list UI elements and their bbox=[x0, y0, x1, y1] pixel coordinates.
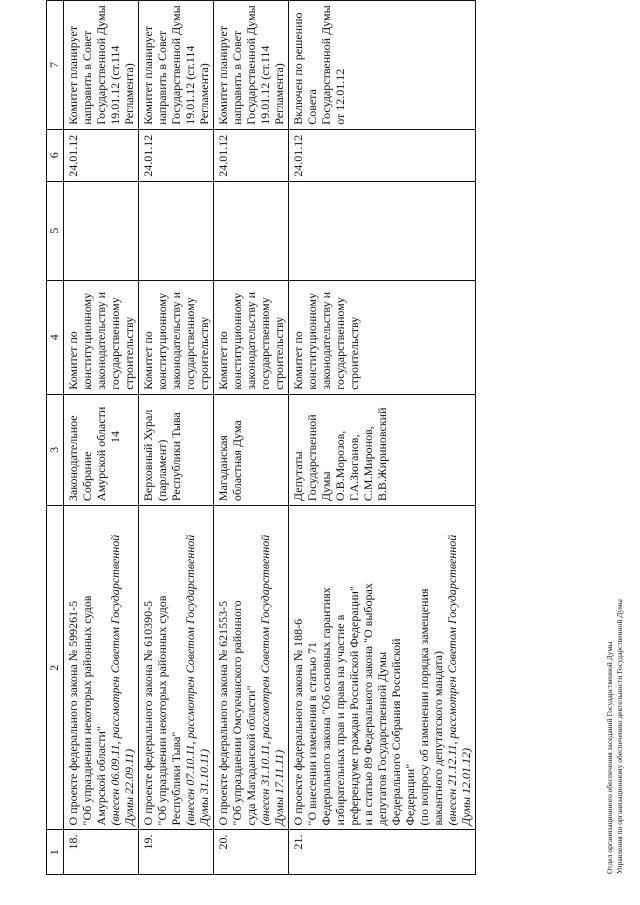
bill-title-line: Федерального Собрания Российской bbox=[389, 638, 403, 826]
status: Включен по решению Совета Государственной Думы от 12.01.12 bbox=[289, 1, 476, 130]
bill-title bbox=[64, 506, 139, 830]
bill-title-line: депутатов Государственной Думы bbox=[375, 651, 389, 826]
row-number: 19. bbox=[139, 830, 214, 875]
col5-cell bbox=[289, 181, 476, 280]
status: Комитет планирует направить в Совет Государственной Думы 19.01.12 (ст.114 Регламента) bbox=[64, 1, 139, 130]
row-number: 20. bbox=[214, 830, 289, 875]
bill-title-line: и в статью 89 Федерального закона "О выборах bbox=[361, 583, 375, 826]
date: 24.01.12 bbox=[64, 129, 139, 181]
agenda-table bbox=[46, 0, 476, 875]
col5-cell bbox=[139, 181, 214, 280]
bill-note: (внесен 21.12.11, рассмотрен Советом Государственной Думы 12.01.12) bbox=[445, 534, 473, 826]
status: Комитет планирует направить в Совет Государственной Думы 19.01.12 (ст.114 Регламента) bbox=[139, 1, 214, 130]
bill-note: (внесен 07.10.11, рассмотрен Советом Государственной Думы 31.10.11) bbox=[183, 534, 211, 826]
date: 24.01.12 bbox=[289, 129, 476, 181]
bill-title-line: Республики Тыва" bbox=[169, 731, 183, 826]
table-row bbox=[139, 1, 214, 875]
date: 24.01.12 bbox=[139, 129, 214, 181]
col-header-5: 5 bbox=[47, 181, 64, 280]
col-header-1: 1 bbox=[47, 830, 64, 875]
bill-note: (внесен 31.10.11, рассмотрен Советом Государственной Думы 17.11.11) bbox=[258, 534, 286, 826]
col5-cell bbox=[64, 181, 139, 280]
bill-title bbox=[289, 506, 476, 830]
bill-title-line: О проекте федерального закона № 610390-5 bbox=[141, 600, 155, 826]
bill-title-line: вакантного депутатского мандата) bbox=[431, 651, 445, 826]
committee: Комитет по конституционному законодательству и государственному строительству bbox=[214, 280, 289, 394]
col-header-4: 4 bbox=[47, 280, 64, 394]
table-row bbox=[289, 1, 476, 875]
bill-note: (внесен 06.09.11, рассмотрен Советом Государственной Думы 22.09.11) bbox=[108, 534, 136, 826]
col-header-6: 6 bbox=[47, 129, 64, 181]
col-header-7: 7 bbox=[47, 1, 64, 130]
table-row bbox=[64, 1, 139, 875]
bill-title-line: "Об упразднении некоторых районных судов bbox=[155, 595, 169, 826]
footer-line: Отдел организационного обеспечения заседаний Государственной Думы bbox=[605, 641, 614, 874]
col-header-2: 2 bbox=[47, 506, 64, 830]
date: 24.01.12 bbox=[214, 129, 289, 181]
bill-title-line: "Об упразднении некоторых районных судов bbox=[80, 595, 94, 826]
col5-cell bbox=[214, 181, 289, 280]
row-number: 21. bbox=[289, 830, 476, 875]
bill-title-line: Федерации" bbox=[403, 763, 417, 826]
initiator: Депутаты Государственной Думы О.В.Морозов, Г.А.Зюганов, С.М.Миронов, В.В.Жириновский bbox=[289, 394, 476, 505]
committee: Комитет по конституционному законодательству и государственному строительству bbox=[139, 280, 214, 394]
bill-title-line: избирательных прав и права на участие в bbox=[333, 614, 347, 826]
header-row bbox=[47, 1, 64, 875]
bill-title-line: О проекте федерального закона № 599261-5 bbox=[66, 600, 80, 826]
footer bbox=[605, 599, 625, 874]
bill-title-line: "Об упразднении Омсукчанского районного bbox=[230, 600, 244, 826]
bill-title-line: референдуме граждан Российской Федерации" bbox=[347, 586, 361, 826]
status: Комитет планирует направить в Совет Государственной Думы 19.01.12 (ст.114 Регламента) bbox=[214, 1, 289, 130]
bill-title-line: Федерального закона "Об основных гарантиях bbox=[319, 587, 333, 826]
row-number: 18. bbox=[64, 830, 139, 875]
bill-title-line: О проекте федерального закона № 621553-5 bbox=[216, 600, 230, 826]
table-row bbox=[214, 1, 289, 875]
initiator: Магаданская областная Дума bbox=[214, 394, 289, 505]
committee: Комитет по конституционному законодательству и государственному строительству bbox=[64, 280, 139, 394]
initiator: Верховный Хурал (парламент) Республики Тыва bbox=[139, 394, 214, 505]
bill-title-line: (по вопросу об изменении порядка замещения bbox=[417, 588, 431, 826]
col-header-3: 3 bbox=[47, 394, 64, 505]
bill-title-line: О проекте федерального закона № 188-6 bbox=[291, 618, 305, 826]
agenda-table-wrapper bbox=[46, 0, 586, 875]
bill-title-line: Амурской области" bbox=[94, 726, 108, 826]
page-number: 14 bbox=[108, 431, 122, 443]
footer-line: Управления по организационному обеспечению деятельности Государственной Думы bbox=[615, 599, 624, 874]
bill-title-line: "О внесении изменения в статью 71 bbox=[305, 641, 319, 826]
initiator: Законодательное Собрание Амурской области bbox=[64, 394, 139, 505]
committee: Комитет по конституционному законодательству и государственному строительству bbox=[289, 280, 476, 394]
bill-title-line: суда Магаданской области" bbox=[244, 685, 258, 826]
bill-title bbox=[214, 506, 289, 830]
bill-title bbox=[139, 506, 214, 830]
